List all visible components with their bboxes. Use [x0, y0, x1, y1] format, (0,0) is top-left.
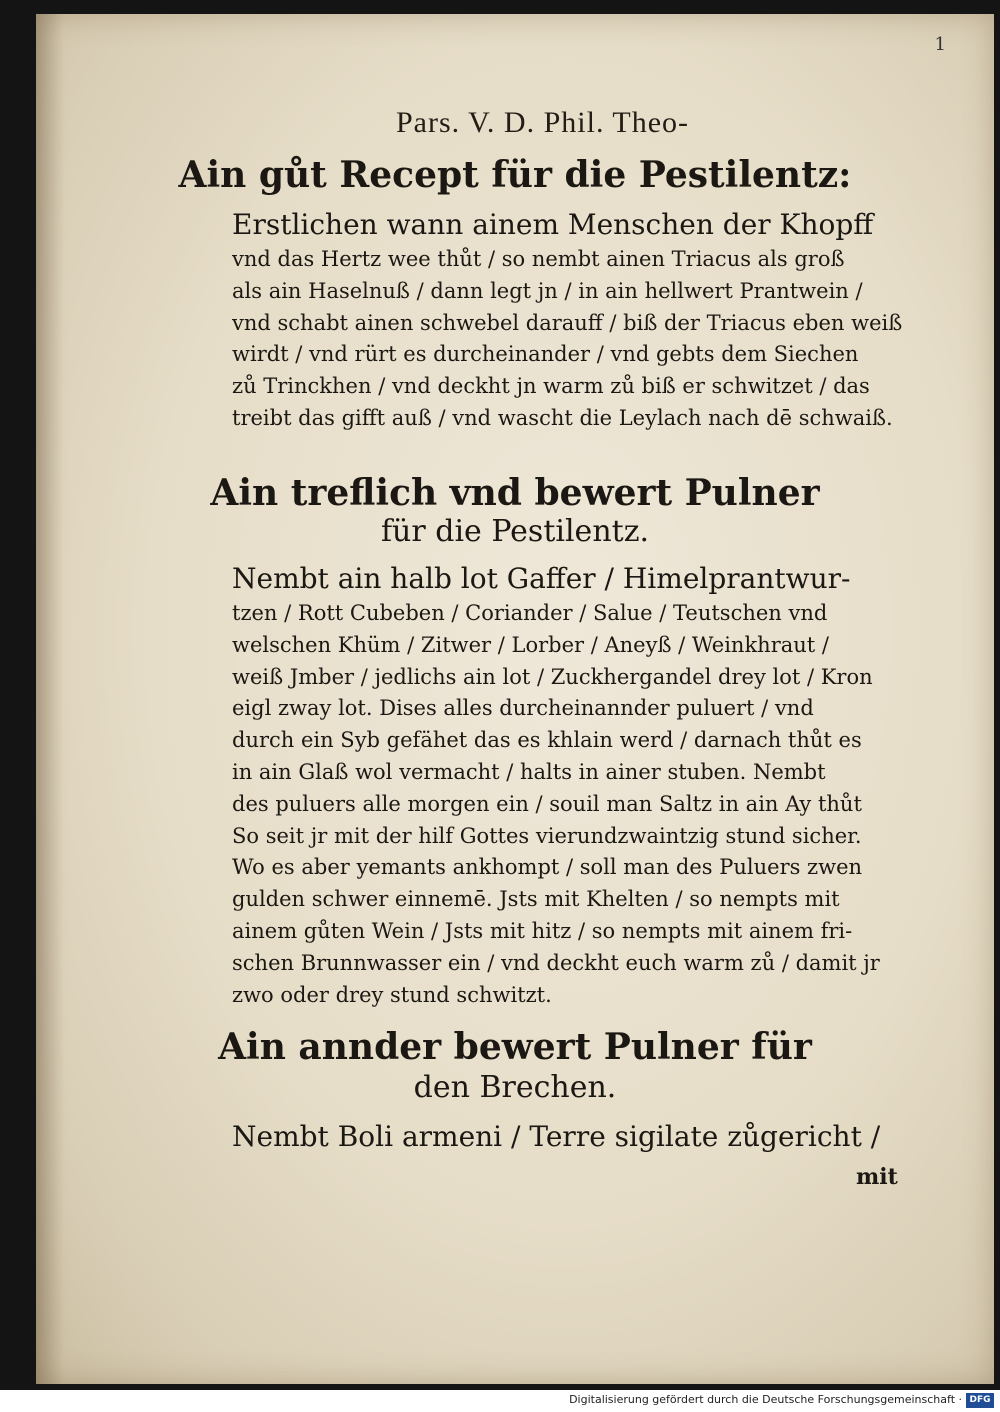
page-number: 1: [934, 34, 946, 55]
text-line: vnd schabt ainen schwebel darauff / biß der Triacus eben weiß: [232, 310, 903, 335]
text-line: in ain Glaß wol vermacht / halts in ainer stuben. Nembt: [232, 759, 826, 784]
text-line: des puluers alle morgen ein / souil man Saltz in ain Ay thůt: [232, 791, 862, 816]
text-line: Erstlichen wann ainem Menschen der Khopff: [232, 208, 874, 241]
text-line: So seit jr mit der hilf Gottes vierundzwaintzig stund sicher.: [232, 823, 862, 848]
text-line: ainem gůten Wein / Jsts mit hitz / so nempts mit ainem fri-: [232, 918, 853, 943]
text-line: zwo oder drey stund schwitzt.: [232, 982, 552, 1007]
footer-credit: Digitalisierung gefördert durch die Deutsche Forschungsgemeinschaft ·: [569, 1393, 962, 1406]
text-line: eigl zway lot. Dises alles durcheinannder puluert / vnd: [232, 696, 814, 721]
text-line: Nembt Boli armeni / Terre sigilate zůgericht /: [232, 1120, 881, 1153]
text-line: Wo es aber yemants ankhompt / soll man des Puluers zwen: [232, 855, 863, 880]
section-1-heading: Ain gůt Recept für die Pestilentz:: [178, 154, 852, 196]
text-line: treibt das gifft auß / vnd wascht die Leylach nach dē schwaiß.: [232, 405, 893, 430]
text-line: tzen / Rott Cubeben / Coriander / Salue / Teutschen vnd: [232, 601, 828, 625]
text-line: als ain Haselnuß / dann legt jn / in ain hellwert Prantwein /: [232, 278, 863, 303]
text-line: weiß Jmber / jedlichs ain lot / Zuckhergandel drey lot / Kron: [232, 664, 873, 689]
section-3-subheading: den Brechen.: [413, 1070, 617, 1105]
text-line: Nembt ain halb lot Gaffer / Himelprantwur-: [232, 562, 851, 595]
text-line: durch ein Syb gefähet das es khlain werd / darnach thůt es: [232, 728, 862, 753]
section-2-subheading: für die Pestilentz.: [380, 514, 650, 549]
catchword: mit: [856, 1164, 898, 1190]
footer-bar: [0, 1390, 1000, 1412]
text-line: schen Brunnwasser ein / vnd deckht euch warm zů / damit jr: [232, 950, 880, 975]
dfg-logo: DFG: [966, 1393, 994, 1408]
section-2-heading: Ain treflich vnd bewert Pulner: [210, 472, 820, 514]
text-line: wirdt / vnd rürt es durcheinander / vnd gebts dem Siechen: [232, 342, 859, 367]
section-1-body: [232, 206, 918, 435]
page-gutter-shadow: [36, 14, 64, 1384]
section-3-heading: Ain annder bewert Pulner für: [218, 1026, 812, 1068]
text-line: zů Trinckhen / vnd deckht jn warm zů biß er schwitzet / das: [232, 374, 870, 399]
book-page: [36, 14, 994, 1384]
text-line: vnd das Hertz wee thůt / so nembt ainen Triacus als groß: [232, 247, 845, 271]
text-line: gulden schwer einnemē. Jsts mit Khelten / so nempts mit: [232, 887, 840, 912]
section-2-body: [232, 560, 918, 1011]
text-line: welschen Khüm / Zitwer / Lorber / Aneyß / Weinkhraut /: [232, 632, 829, 657]
running-head: Pars. V. D. Phil. Theo-: [396, 106, 690, 139]
section-3-body: [232, 1118, 918, 1156]
